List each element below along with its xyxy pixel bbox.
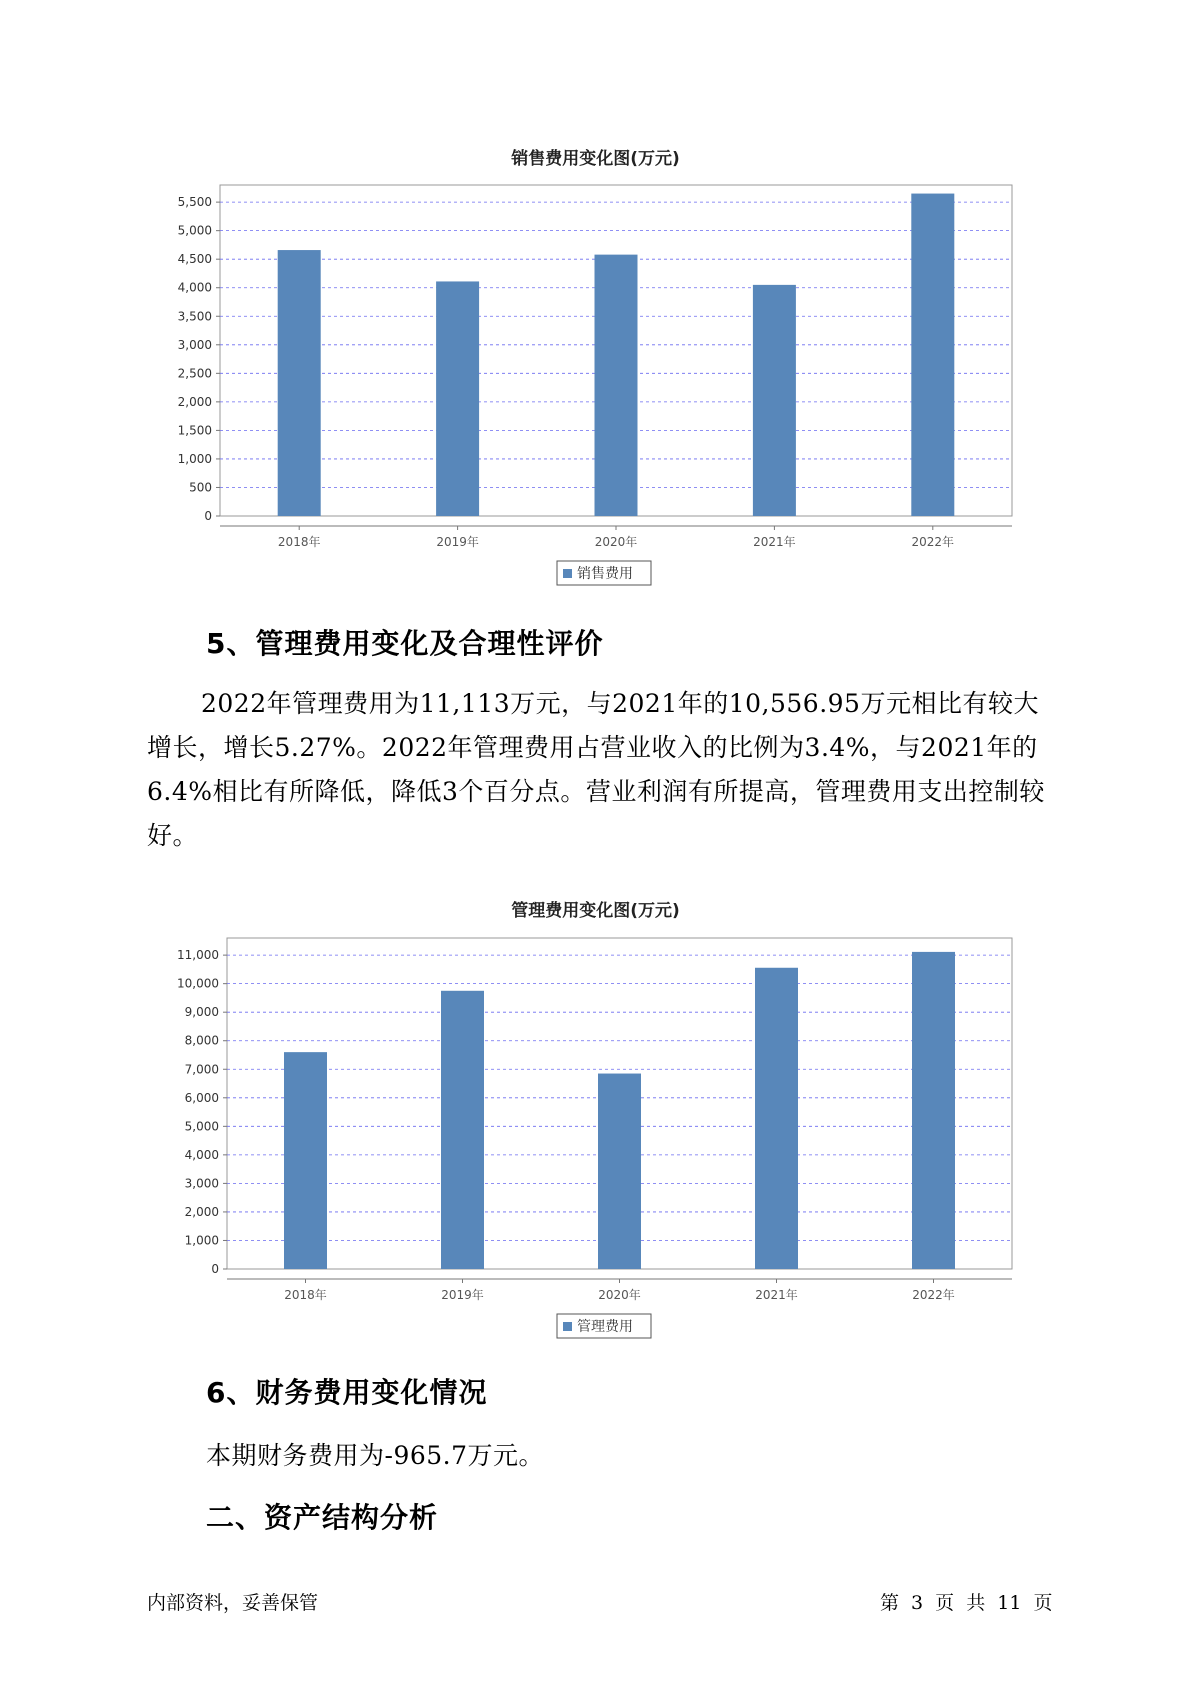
sales-legend-swatch bbox=[563, 569, 572, 578]
sales-bar-2021年 bbox=[753, 285, 796, 516]
sales-ytick-label: 3,500 bbox=[177, 309, 212, 324]
sales-ytick-label: 2,500 bbox=[177, 366, 212, 381]
admin-expense-chart bbox=[0, 932, 1191, 1352]
admin-ytick-label: 3,000 bbox=[184, 1176, 219, 1191]
admin-ytick-label: 10,000 bbox=[177, 976, 219, 991]
admin-xtick-label: 2019年 bbox=[441, 1288, 484, 1302]
section-6-heading: 6、财务费用变化情况 bbox=[206, 1376, 488, 1409]
sales-ytick-label: 3,000 bbox=[177, 337, 212, 352]
sales-ytick-label: 5,000 bbox=[177, 223, 212, 238]
sales-xtick-label: 2021年 bbox=[753, 535, 796, 549]
sales-ytick-label: 5,500 bbox=[177, 195, 212, 210]
admin-xtick-label: 2018年 bbox=[284, 1288, 327, 1302]
section-6-text: 本期财务费用为-965.7万元。 bbox=[206, 1441, 545, 1470]
sales-ytick-label: 2,000 bbox=[177, 394, 212, 409]
sales-xtick-label: 2020年 bbox=[594, 535, 638, 549]
admin-ytick-label: 7,000 bbox=[184, 1062, 219, 1077]
sales-xtick-label: 2018年 bbox=[277, 535, 321, 549]
admin-bar-2018年 bbox=[284, 1052, 327, 1269]
admin-ytick-label: 9,000 bbox=[184, 1005, 219, 1020]
admin-ytick-label: 1,000 bbox=[184, 1233, 219, 1248]
admin-bar-2022年 bbox=[912, 952, 955, 1269]
sales-xtick-label: 2019年 bbox=[436, 535, 479, 549]
sales-ytick-label: 4,000 bbox=[177, 280, 212, 295]
sales-bar-2022年 bbox=[911, 194, 954, 516]
sales-ytick-label: 4,500 bbox=[177, 252, 212, 267]
sales-ytick-label: 0 bbox=[204, 509, 212, 523]
footer-confidential-note: 内部资料，妥善保管 bbox=[147, 1592, 319, 1614]
admin-ytick-label: 6,000 bbox=[184, 1090, 219, 1105]
admin-legend-swatch bbox=[563, 1322, 572, 1331]
admin-bar-2020年 bbox=[598, 1074, 641, 1269]
admin-bar-2019年 bbox=[441, 991, 484, 1269]
admin-xtick-label: 2022年 bbox=[912, 1288, 955, 1302]
asset-structure-heading: 二、资产结构分析 bbox=[206, 1501, 439, 1534]
sales-ytick-label: 500 bbox=[189, 480, 212, 495]
admin-ytick-label: 8,000 bbox=[184, 1033, 219, 1048]
admin-ytick-label: 2,000 bbox=[184, 1204, 219, 1219]
admin-legend-label: 管理费用 bbox=[577, 1319, 633, 1335]
sales-legend-label: 销售费用 bbox=[577, 566, 633, 582]
sales-ytick-label: 1,000 bbox=[177, 451, 212, 466]
admin-xtick-label: 2021年 bbox=[755, 1288, 798, 1302]
admin-chart-title: 管理费用变化图(万元) bbox=[511, 901, 680, 921]
admin-ytick-label: 4,000 bbox=[184, 1147, 219, 1162]
section-5-paragraph: 2022年管理费用为11,113万元，与2021年的10,556.95万元相比有较大增长，增长5.27%。2022年管理费用占营业收入的比例为3.4%，与2021年的6.4%相比有所降低，降低3个百分点。营业利润有所提高，管理费用支出控制较好。 bbox=[147, 689, 1045, 850]
sales-bar-2019年 bbox=[436, 281, 479, 516]
sales-ytick-label: 1,500 bbox=[177, 423, 212, 438]
admin-ytick-label: 5,000 bbox=[184, 1119, 219, 1134]
footer-page-number: 第 3 页 共 11 页 bbox=[880, 1592, 1053, 1614]
admin-xtick-label: 2020年 bbox=[598, 1288, 641, 1302]
sales-bar-2020年 bbox=[595, 255, 638, 516]
sales-bar-2018年 bbox=[278, 250, 321, 516]
admin-ytick-label: 11,000 bbox=[177, 948, 219, 963]
admin-ytick-label: 0 bbox=[211, 1262, 219, 1276]
section-5-heading: 5、管理费用变化及合理性评价 bbox=[206, 627, 604, 660]
sales-xtick-label: 2022年 bbox=[911, 535, 955, 549]
sales-chart-title: 销售费用变化图(万元) bbox=[511, 149, 680, 169]
admin-bar-2021年 bbox=[755, 968, 798, 1269]
sales-expense-chart bbox=[0, 180, 1191, 600]
